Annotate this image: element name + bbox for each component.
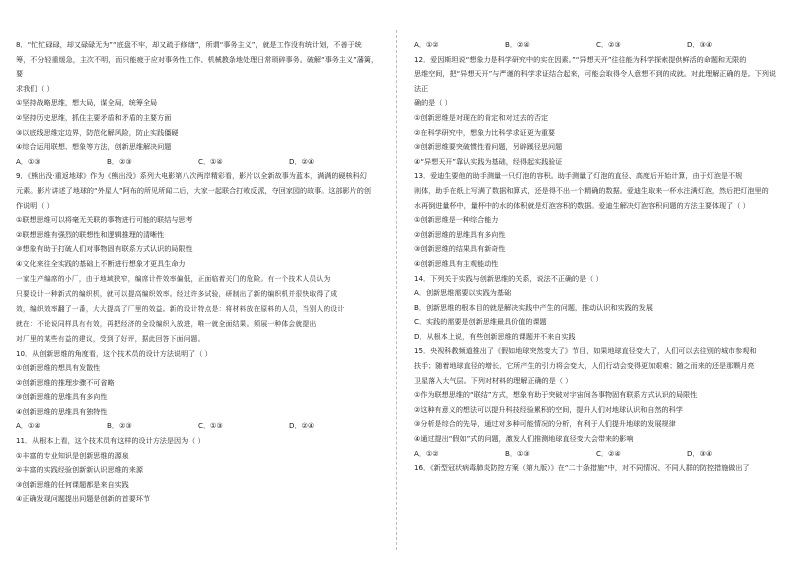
q8-statement-4: ④综合运用联想、想象等方法，创新思维解决问题 [16, 142, 172, 152]
q12-statement-1: ①创新思维是对现在的肯定和对过去的否定 [414, 112, 549, 122]
q8-statement-1: ①坚持战略思维，想大局，谋全局，统筹全局 [16, 98, 158, 108]
q14-option-b: B．创新思维的根本目的就是解决实践中产生的问题，推动认识和实践的发展 [414, 302, 653, 312]
q15-stem-line-2: 扶手；随着地球直径的增长，它所产生的引力将会变大，人们行动会变得更加艰难；随之而来的还是那颗月亮 [414, 361, 755, 371]
q9-statement-4: ④文化来往全实践的基础上不断进行想象才更具生命力 [16, 258, 186, 268]
q15-option-a: A．①② [414, 448, 439, 458]
q12-statement-4: ④“异想天开”靠认实践为基础，经得起实践验证 [414, 156, 563, 166]
q9-stem-line-1: 9．《熊出没·重返地球》作为《熊出没》系列大电影第八次两岸精彩看，影片以全新故事为蓝本，满满的硬核科幻 [16, 171, 367, 181]
q13-statement-2: ②创新思维的思维具有多向性 [414, 229, 506, 239]
q10-statement-3: ③创新思维的思维具有多向性 [16, 392, 108, 402]
q15-statement-4: ④通过提出“假如”式的问题，激发人们推测地球直径变大会带来的影响 [414, 434, 634, 444]
q8-option-b: B．②③ [107, 156, 132, 166]
q13-statement-3: ③创新思维的结果具有新奇性 [414, 244, 506, 254]
question-12 [414, 53, 778, 170]
q9-statement-2: ②联想思维有强烈的联想性和逻辑推理的清晰性 [16, 229, 165, 239]
q10-option-a: A．①④ [16, 421, 41, 431]
q11-option-d: D．③④ [687, 40, 713, 49]
passage-line-4: 就在：不论说同样具有有效，再把经济的全设编织入放进，唯一就全面结果。须展一种体会就提出 [16, 319, 317, 328]
q14-option-a: A．创新思维需要以实践为基础 [414, 288, 512, 298]
q15-option-c: C．②④ [596, 448, 621, 458]
column-divider [396, 30, 397, 550]
q12-statement-3: ③创新思维要突破惯性看问题，另辟蹊径思问题 [414, 142, 563, 152]
q11-statement-3: ③创新思维的任何课题都是来自实践 [16, 479, 129, 489]
q9-stem-line-3: 作说明（ ） [16, 200, 54, 210]
passage-line-5: 对厂里的某些有益的建议，受到了好评，据此回答下面问题。 [16, 334, 205, 343]
passage-line-3: 效，编织效率翻了一番，大大提高了厂里的效益。新的设计特点是：将材料放在原料的人员，当别人的设计 [16, 304, 345, 313]
q10-options [16, 419, 380, 434]
q11-stem: 11．从根本上看，这个技术员有这样的设计方法是因为（ ） [16, 436, 205, 446]
q10-stem: 10．从创新思维的角度看，这个技术员的设计方法说明了（ ） [16, 348, 212, 358]
q11-option-b: B．②④ [505, 40, 530, 49]
q15-option-b: B．①③ [505, 448, 530, 458]
q9-stem-line-2: 元素。影片讲述了地球的“外星人”阿布的所见所闻二后，大家一起联合打败反派，夺回家园的故事。这部影片的创 [16, 185, 371, 195]
q12-stem-line-3: 确的是（ ） [414, 98, 452, 108]
q14-option-d: D．从根本上说，有些创新思维的课题并不来自实践 [414, 331, 576, 341]
q8-option-a: A．①③ [16, 156, 41, 166]
q10-statement-1: ①创新思维的想具有发散性 [16, 363, 101, 373]
q16-stem-line-1: 16．《新型冠状病毒肺炎防控方案（第九版）》在“二十条措施”中，对不同情况、不同人群的防控措施做出了 [414, 463, 750, 473]
q10-option-c: C．①③ [198, 421, 223, 431]
q9-statement-1: ①联想思维可以将毫无关联的事物进行可能的联结与思考 [16, 215, 193, 225]
q15-statement-1: ①作为联想思维的“联结”方式，想象有助于突破对宇宙间各事物固有联系方式认识的局限性 [414, 390, 698, 400]
q8-options [16, 155, 380, 170]
q8-stem-line-2: 筹，不分轻重缓急，主次不明，而只能疲于应对事务性工作、机械教条地处理日常琐碎事务。破解“事务主义”藩篱，要 [16, 54, 379, 79]
passage-line-2: 只要设计一种新式的编织机，就可以提高编织效率。经过许多试验，研制出了新的编织机并很快取得了成 [16, 289, 338, 298]
q12-statement-2: ②在科学研究中，想象力比科学求证更为重要 [414, 127, 556, 137]
question-10 [16, 347, 380, 435]
q12-stem-line-2: 思维空间，把“异想天开”与严谨的科学求证结合起来，可能会取得令人意想不到的成就。对此理解正确的是。下列说法正 [414, 69, 777, 93]
q9-statement-3: ③想象有助于打破人们对事物固有联系方式认识的局限性 [16, 244, 193, 254]
q11-option-c: C．②③ [596, 40, 621, 49]
q8-statement-2: ②坚持历史思维，抓住主要矛盾和矛盾的主要方面 [16, 112, 172, 122]
question-14 [414, 272, 778, 345]
q13-statement-4: ④创新思维具有主观能动性 [414, 258, 499, 268]
q14-option-c: C．实践的需要是创新思维最具价值的课题 [414, 317, 547, 327]
reading-passage [16, 272, 380, 347]
question-8 [16, 38, 380, 169]
question-13 [414, 169, 778, 271]
question-9 [16, 169, 380, 271]
question-16 [414, 461, 778, 476]
q15-option-d: D．③④ [687, 448, 713, 458]
q13-statement-1: ①创新思维是一种综合能力 [414, 215, 499, 225]
q11-statement-1: ①丰富的专业知识是创新思维的源泉 [16, 450, 129, 460]
q15-stem-line-3: 卫星落入大气层。下列对材料的理解正确的是（ ） [414, 375, 573, 385]
q12-stem-line-1: 12．爱因斯坦说“想象力是科学研究中的实在因素。”“异想天开”往往能为科学探索提供鲜活的命题和无限的 [414, 54, 747, 64]
q10-statement-4: ④创新思维的思维具有独特性 [16, 406, 108, 416]
q10-option-b: B．②③ [107, 421, 132, 431]
q11-statement-2: ②丰富的实践经验创新新认识思维的来源 [16, 465, 143, 475]
q11-statement-4: ④正确发现问题提出问题是创新的首要环节 [16, 494, 151, 504]
q14-stem: 14．下列关于实践与创新思维的关系，说法不正确的是（ ） [414, 273, 603, 283]
q8-stem-line-1: 8．“忙忙碌碌，却又碌碌无为”“底盘不牢，却又疏于修缮”，所谓“事务主义”，就是工作没有统计划，不善于统 [16, 40, 362, 49]
q8-option-c: C．①④ [198, 156, 223, 166]
q8-statement-3: ③以底线思维定边界，防范化解风险，防止实践僵硬 [16, 127, 179, 137]
q13-stem-line-3: 水再倒进量杯中，量杯中的水的体积就是灯泡容积的数据。爱迪生解决灯泡容积问题的方法主要体现了（ ） [414, 200, 750, 210]
question-11 [16, 434, 380, 507]
q13-stem-line-2: 则体，助手在纸上写满了数据和算式，还是得不出一个精确的数据。爱迪生取来一杯水注满灯泡，然后把灯泡里的 [414, 185, 769, 195]
passage-line-1: 一家生产编席的小厂，由于地域狭窄，编席计件效率偏低，正面临着关门的危险。有一个技术人员认为 [16, 274, 331, 283]
q11-option-a: A．①② [414, 40, 439, 49]
q11-options [414, 38, 778, 53]
left-column [16, 38, 380, 507]
q15-statement-3: ③分析是综合的先导，通过对多种可能情况的分析，有利于人们提升地球的发展规律 [414, 419, 676, 429]
q13-stem-line-1: 13．爱迪生要他的助手测量一只灯泡的容积。助手测量了灯泡的直径、高度后开始计算，由于灯泡是不规 [414, 171, 743, 181]
q15-stem-line-1: 15．央视科教频道推出了《假如地球突然变大了》节目，如果地球直径变大了，人们可以去往别的城市参观和 [414, 346, 757, 356]
q8-stem-line-3: 求我们（ ） [16, 83, 54, 93]
q10-statement-2: ②创新思维的推理步骤不可省略 [16, 377, 115, 387]
q15-statement-2: ②这种有意义的想法可以提升科技经验累积的空间，提升人们对地球认识和自然的科学 [414, 404, 683, 414]
right-column [414, 38, 778, 476]
question-15 [414, 344, 778, 461]
q8-option-d: D．②④ [289, 156, 315, 166]
q10-option-d: D．②④ [289, 421, 315, 431]
q15-options [414, 447, 778, 462]
